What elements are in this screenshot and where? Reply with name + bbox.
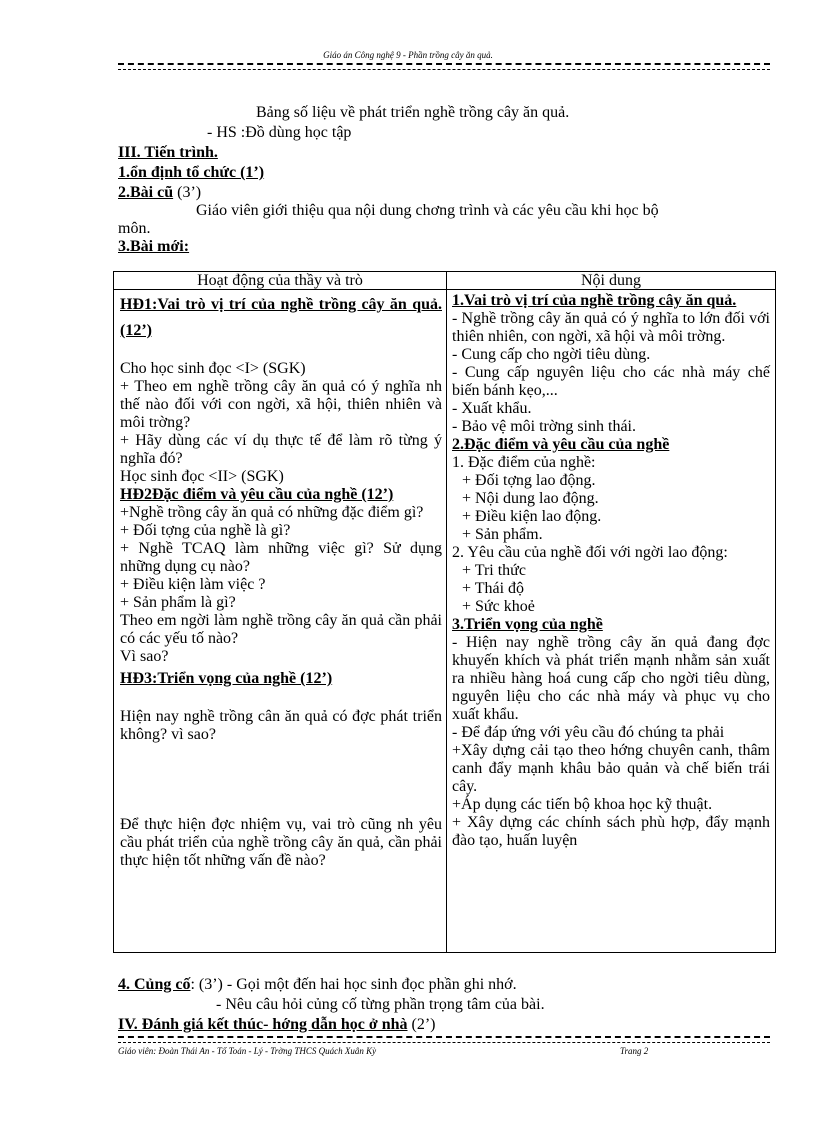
left-text: Cho học sinh đọc <I> (SGK) — [120, 360, 306, 377]
left-text: +Nghề trồng cây ăn quả có những đặc điểm gì? — [120, 504, 424, 521]
section-4-text: : (3’) - Gọi một đến hai học sinh đọc phần ghi nhớ. — [190, 976, 517, 993]
right-text: - Bảo vệ môi trờng sinh thái. — [452, 418, 636, 435]
header-rule — [118, 63, 770, 70]
section-heading-2: 2.Bài cũ — [118, 184, 174, 201]
activity-1-heading: HĐ1:Vai trò vị trí của nghề trồng cây ăn quả. (12’) — [120, 296, 442, 339]
right-text: + Xây dựng các chính sách phù hợp, đẩy mạnh đào tạo, huấn luyện — [452, 814, 770, 849]
right-text: +Áp dụng các tiến bộ khoa học kỹ thuật. — [452, 796, 713, 813]
content-2-heading: 2.Đặc điểm và yêu cầu của nghề — [452, 436, 670, 453]
intro-line-2: - HS :Đồ dùng học tập — [207, 124, 352, 141]
section-4-text-2: - Nêu câu hỏi củng cố từng phần trọng tâm của bài. — [216, 996, 545, 1013]
table-right-column — [452, 292, 770, 850]
section-heading-1: 1.ổn định tổ chức (1’) — [118, 164, 265, 181]
section-heading-3b: 3.Bài mới: — [118, 238, 190, 255]
right-text: - Xuất khẩu. — [452, 400, 532, 417]
right-text: + Điều kiện lao động. — [462, 508, 602, 525]
section-2-text-1: Giáo viên giới thiệu qua nội dung chơng trình và các yêu cầu khi học bộ — [196, 202, 659, 219]
right-text: + Sản phẩm. — [462, 526, 543, 543]
left-text: + Điều kiện làm việc ? — [120, 576, 266, 593]
table-left-column — [120, 292, 442, 870]
section-iv-time: (2’) — [407, 1016, 436, 1033]
right-text: 1. Đặc điểm của nghề: — [452, 454, 596, 471]
left-text: + Sản phẩm là gì? — [120, 594, 236, 611]
section-4-line — [118, 976, 517, 994]
page-footer: Giáo viên: Đoàn Thái An - Tổ Toán - Lý - Trờng THCS Quách Xuân Kỳ — [118, 1046, 377, 1056]
section-2-line — [118, 184, 201, 202]
right-text: + Tri thức — [462, 562, 526, 579]
right-text: + Đối tợng lao động. — [462, 472, 596, 489]
content-1-heading: 1.Vai trò vị trí của nghề trồng cây ăn quả. — [452, 292, 737, 309]
right-text: + Nội dung lao động. — [462, 490, 599, 507]
left-text: Theo em ngời làm nghề trồng cây ăn quả cần phải có các yếu tố nào? — [120, 612, 442, 647]
right-text: - Nghề trồng cây ăn quả có ý nghĩa to lớn đối với thiên nhiên, con ngời, xã hội và môi trờng. — [452, 310, 770, 345]
section-iv-line — [118, 1016, 436, 1034]
activity-3-heading: HĐ3:Triển vọng của nghề (12’) — [120, 670, 333, 687]
left-text: Học sinh đọc <II> (SGK) — [120, 468, 284, 485]
section-heading-iv: IV. Đánh giá kết thúc- hớng dẫn học ở nhà — [118, 1016, 408, 1033]
section-2-time: (3’) — [173, 184, 202, 201]
lesson-table — [113, 271, 776, 953]
left-text: Để thực hiện đợc nhiệm vụ, vai trò cũng nh yêu cầu phát triển của nghề trồng cây ăn quả, cần phải thực hiện tốt những vấn đề nào? — [120, 816, 442, 869]
right-text: + Thái độ — [462, 580, 525, 597]
left-text: Vì sao? — [120, 648, 169, 665]
table-header-left: Hoạt động của thầy và trò — [197, 272, 363, 289]
table-header-right: Nội dung — [581, 272, 641, 289]
table-divider — [446, 272, 447, 952]
right-text: - Để đáp ứng với yêu cầu đó chúng ta phải — [452, 724, 725, 741]
section-2-text-2: môn. — [118, 220, 151, 237]
activity-2-heading: HĐ2Đặc điểm và yêu cầu của nghề (12’) — [120, 486, 394, 503]
right-text: - Hiện nay nghề trồng cây ăn quả đang đợc khuyến khích và phát triển mạnh nhằm sản xuất ra nhiều hàng hoá cung cấp cho ngời tiêu dùng, nguyên liệu cho các nhà máy và phục vụ cho xuất khẩu. — [452, 634, 770, 723]
right-text: - Cung cấp cho ngời tiêu dùng. — [452, 346, 651, 363]
page-header: Giáo án Công nghệ 9 - Phần trồng cây ăn quả. — [323, 50, 493, 60]
content-3-heading: 3.Triển vọng của nghề — [452, 616, 603, 633]
page-number: Trang 2 — [620, 1046, 649, 1056]
intro-line-1: Bảng số liệu về phát triển nghề trồng cây ăn quả. — [256, 104, 570, 121]
right-text: + Sức khoẻ — [462, 598, 535, 615]
section-heading-3: III. Tiến trình. — [118, 144, 218, 161]
footer-rule — [118, 1036, 770, 1043]
right-text: - Cung cấp nguyên liệu cho các nhà máy chế biến bánh kẹo,... — [452, 364, 770, 399]
left-text: + Hãy dùng các ví dụ thực tế để làm rõ từng ý nghĩa đó? — [120, 432, 442, 467]
left-text: + Nghề TCAQ làm những việc gì? Sử dụng những dụng cụ nào? — [120, 540, 442, 575]
left-text: + Theo em nghề trồng cây ăn quả có ý nghĩa nh thế nào đối với con ngời, xã hội, thiên nhiên và môi trờng? — [120, 378, 442, 431]
right-text: +Xây dựng cải tạo theo hớng chuyên canh, thâm canh đẩy mạnh khâu bảo quản và chế biến trái cây. — [452, 742, 770, 795]
left-text: Hiện nay nghề trồng cân ăn quả có đợc phát triển không? vì sao? — [120, 708, 442, 743]
left-text: + Đối tợng của nghề là gì? — [120, 522, 291, 539]
right-text: 2. Yêu cầu của nghề đối với ngời lao động: — [452, 544, 728, 561]
section-heading-4: 4. Củng cố — [118, 976, 191, 993]
